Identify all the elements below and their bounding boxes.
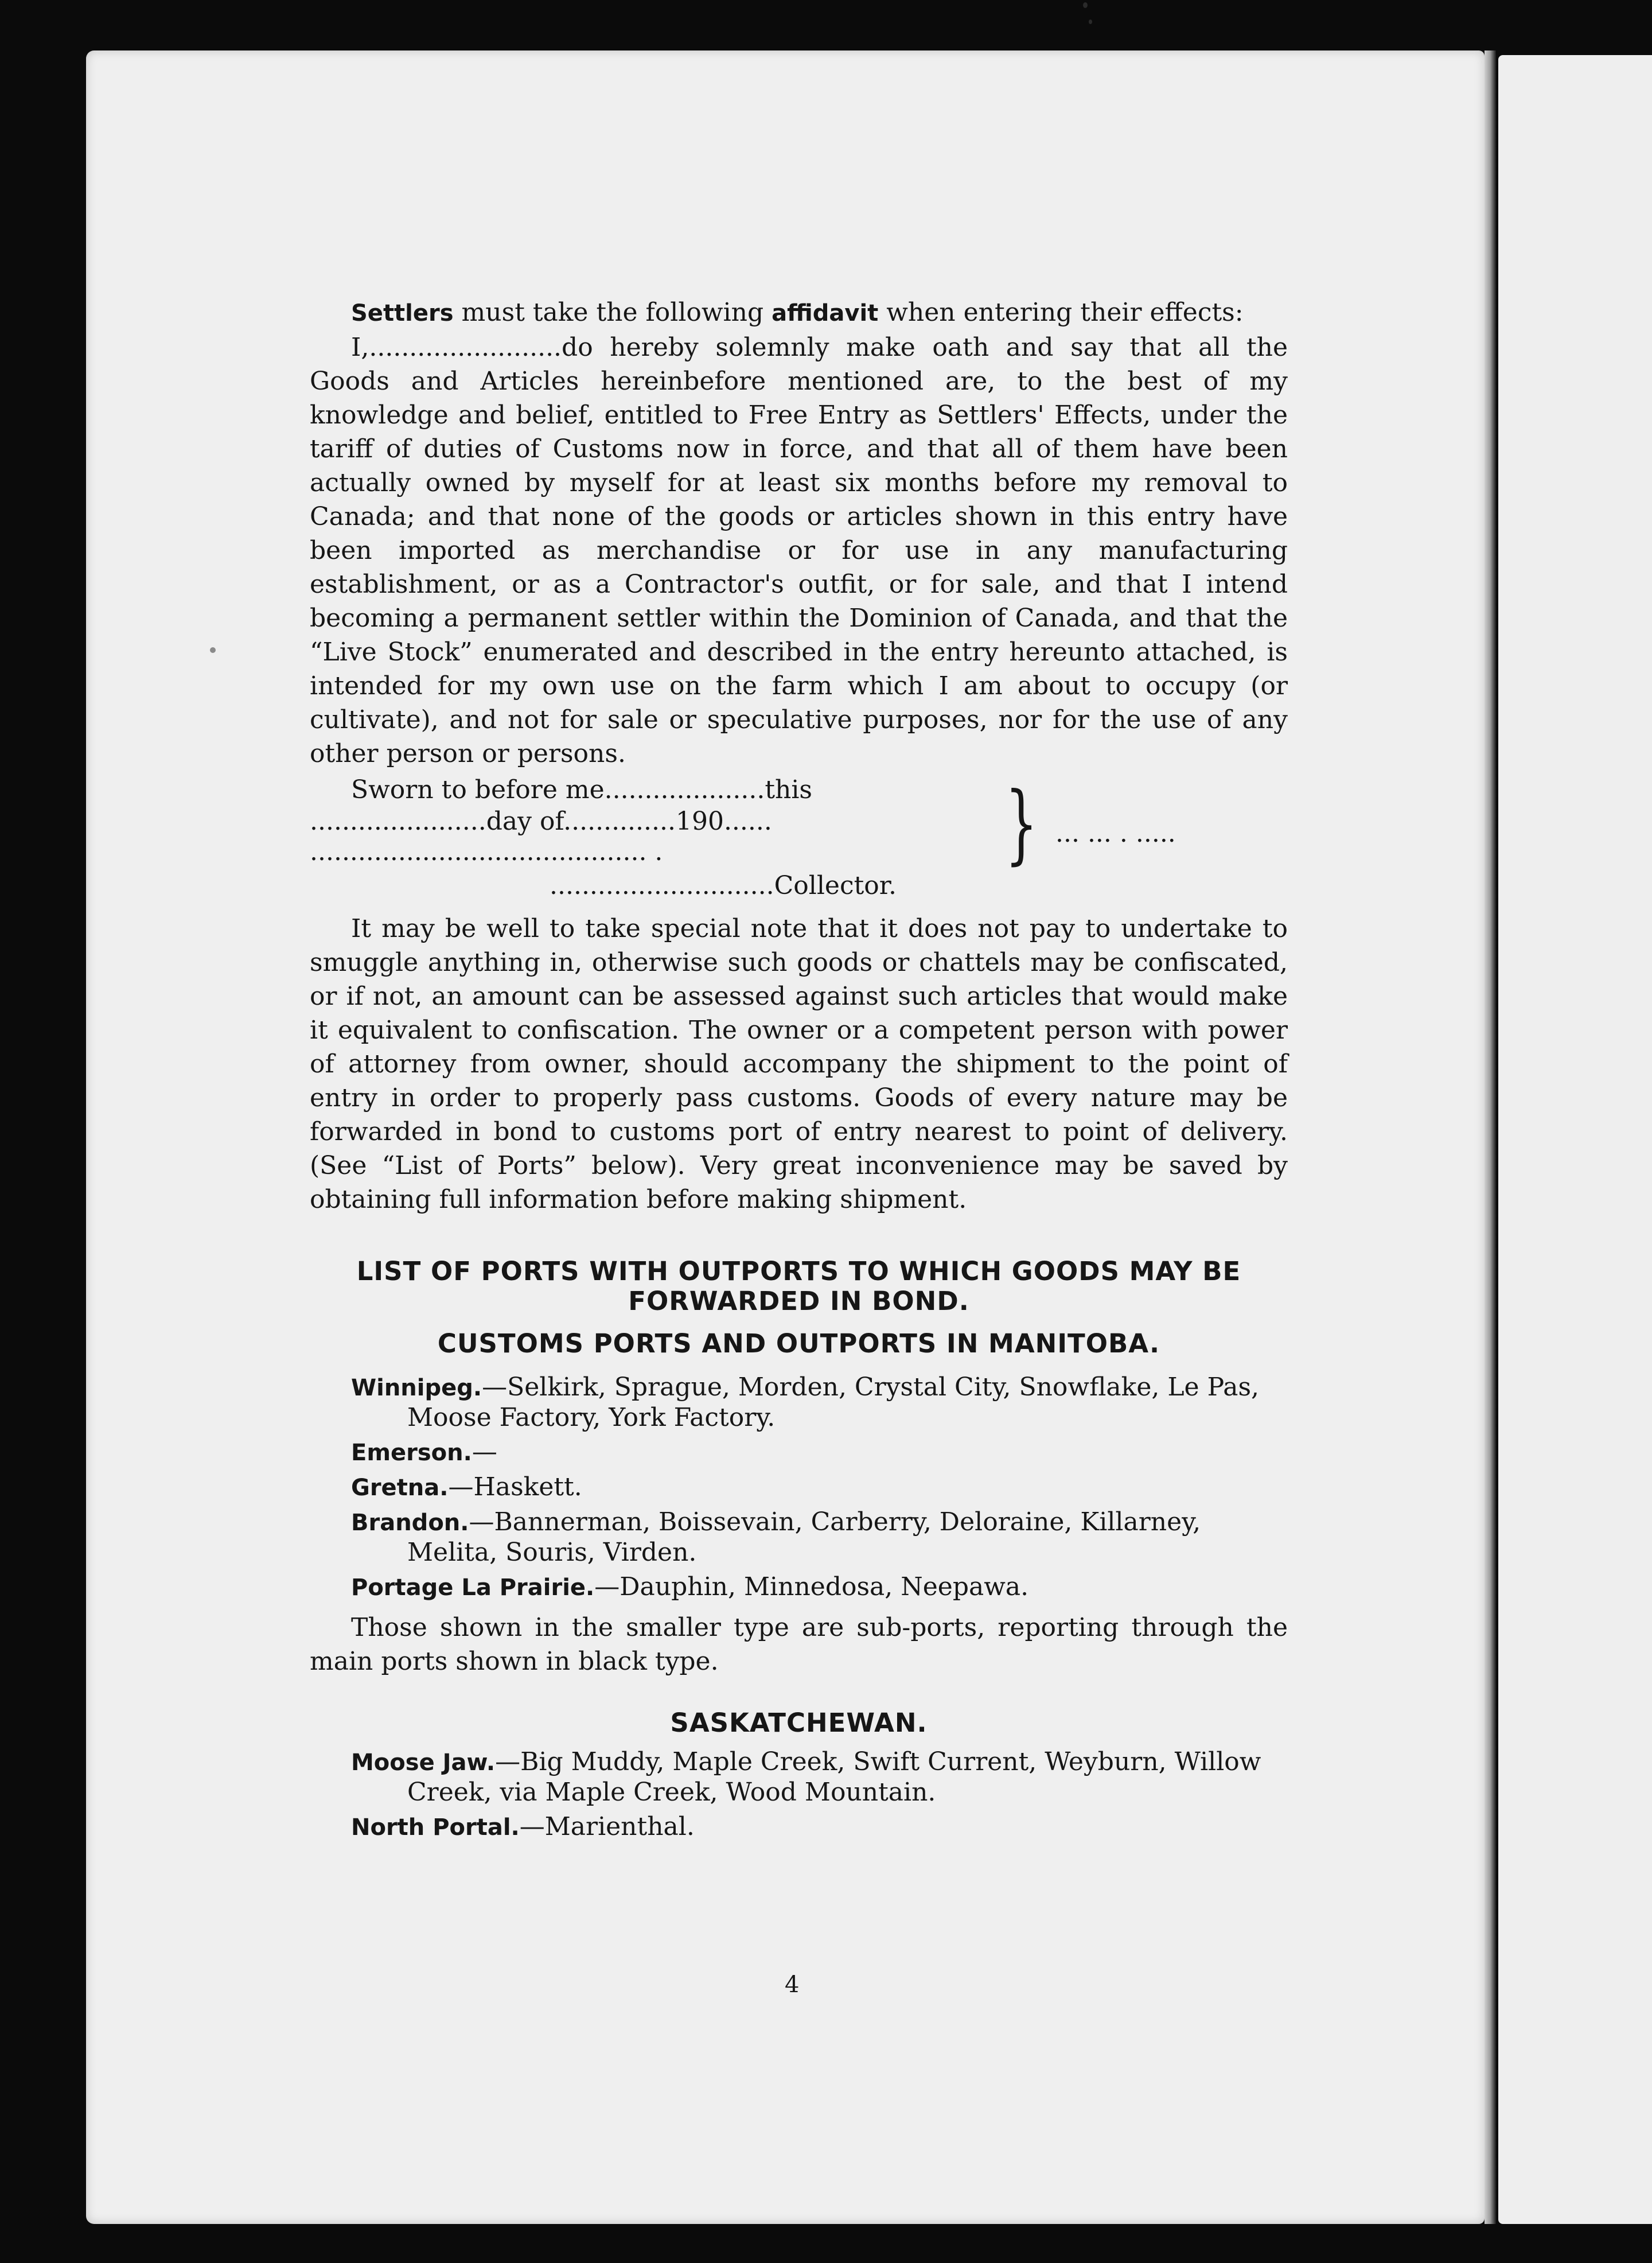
- list-of-ports-heading: LIST OF PORTS WITH OUTPORTS TO WHICH GOODS MAY BE FORWARDED IN BOND.: [356, 1256, 1241, 1316]
- scan-speck: [1083, 2, 1088, 8]
- port-entry: Gretna.—Haskett.: [351, 1472, 582, 1502]
- manitoba-ports: [310, 1372, 1288, 1603]
- oath-signature-line: ... ... . .....: [1055, 819, 1176, 848]
- collector-line: ............................Collector.: [550, 871, 897, 900]
- port-entry: Portage La Prairie.—Dauphin, Minnedosa, Neepawa.: [351, 1572, 1029, 1601]
- page-number: 4: [785, 1972, 800, 1998]
- affidavit-body: I,........................do hereby solemnly make oath and say that all the Goods and Articles hereinbefore mentioned are, to the best of my knowledge and belief, entitled to Free Entry as Settlers' Effects, under the tariff of duties of Customs now in force, and that all of them have been actually owned by myself for at least six months before my removal to Canada; and that none of the goods or articles shown in this entry have been imported as merchandise or for use in any manufacturing establishment, or as a Contractor's outfit, or for sale, and that I intend becoming a permanent settler within the Dominion of Canada, and that the “Live Stock” enumerated and described in the entry hereunto attached, is intended for my own use on the farm which I am about to occupy (or cultivate), and not for sale or speculative purposes, nor for the use of any other person or persons.: [310, 333, 1288, 768]
- adjacent-page: [1498, 55, 1652, 2224]
- port-entry: Emerson.—: [351, 1437, 497, 1467]
- scan-speck: [210, 647, 216, 653]
- subports-note: Those shown in the smaller type are sub-ports, reporting through the main ports shown in black type.: [310, 1613, 1288, 1676]
- saskatchewan-ports: [310, 1747, 1288, 1842]
- oath-line-blank: .......................................... .: [310, 837, 663, 866]
- brace-symbol: }: [1005, 774, 1038, 874]
- port-entry: Brandon.—Bannerman, Boissevain, Carberry, Deloraine, Killarney, Melita, Souris, Virden.: [351, 1507, 1201, 1567]
- oath-line-day: ......................day of..............190......: [310, 807, 772, 836]
- port-entry: North Portal.—Marienthal.: [351, 1812, 695, 1841]
- port-entry: Winnipeg.—Selkirk, Sprague, Morden, Crystal City, Snowflake, Le Pas, Moose Factory, York Factory.: [351, 1372, 1260, 1432]
- manitoba-heading: CUSTOMS PORTS AND OUTPORTS IN MANITOBA.: [437, 1328, 1160, 1359]
- page-edge: [1485, 50, 1496, 2224]
- oath-block: [310, 773, 1288, 903]
- port-entry: Moose Jaw.—Big Muddy, Maple Creek, Swift Current, Weyburn, Willow Creek, via Maple Creek, Wood Mountain.: [351, 1747, 1261, 1807]
- affidavit-intro: Settlers must take the following affidavit when entering their effects:: [351, 298, 1244, 327]
- scan-speck: [1089, 20, 1092, 24]
- page-content: [310, 295, 1288, 1847]
- saskatchewan-heading: SASKATCHEWAN.: [670, 1708, 928, 1738]
- oath-line-sworn: Sworn to before me....................this: [351, 775, 813, 804]
- smuggling-note: It may be well to take special note that it does not pay to undertake to smuggle anything in, otherwise such goods or chattels may be confiscated, or if not, an amount can be assessed against such articles that would make it equivalent to confiscation. The owner or a competent person with power of attorney from owner, should accompany the shipment to the point of entry in order to properly pass customs. Goods of every nature may be forwarded in bond to customs port of entry nearest to point of delivery. (See “List of Ports” below). Very great inconvenience may be saved by obtaining full information before making shipment.: [310, 914, 1288, 1214]
